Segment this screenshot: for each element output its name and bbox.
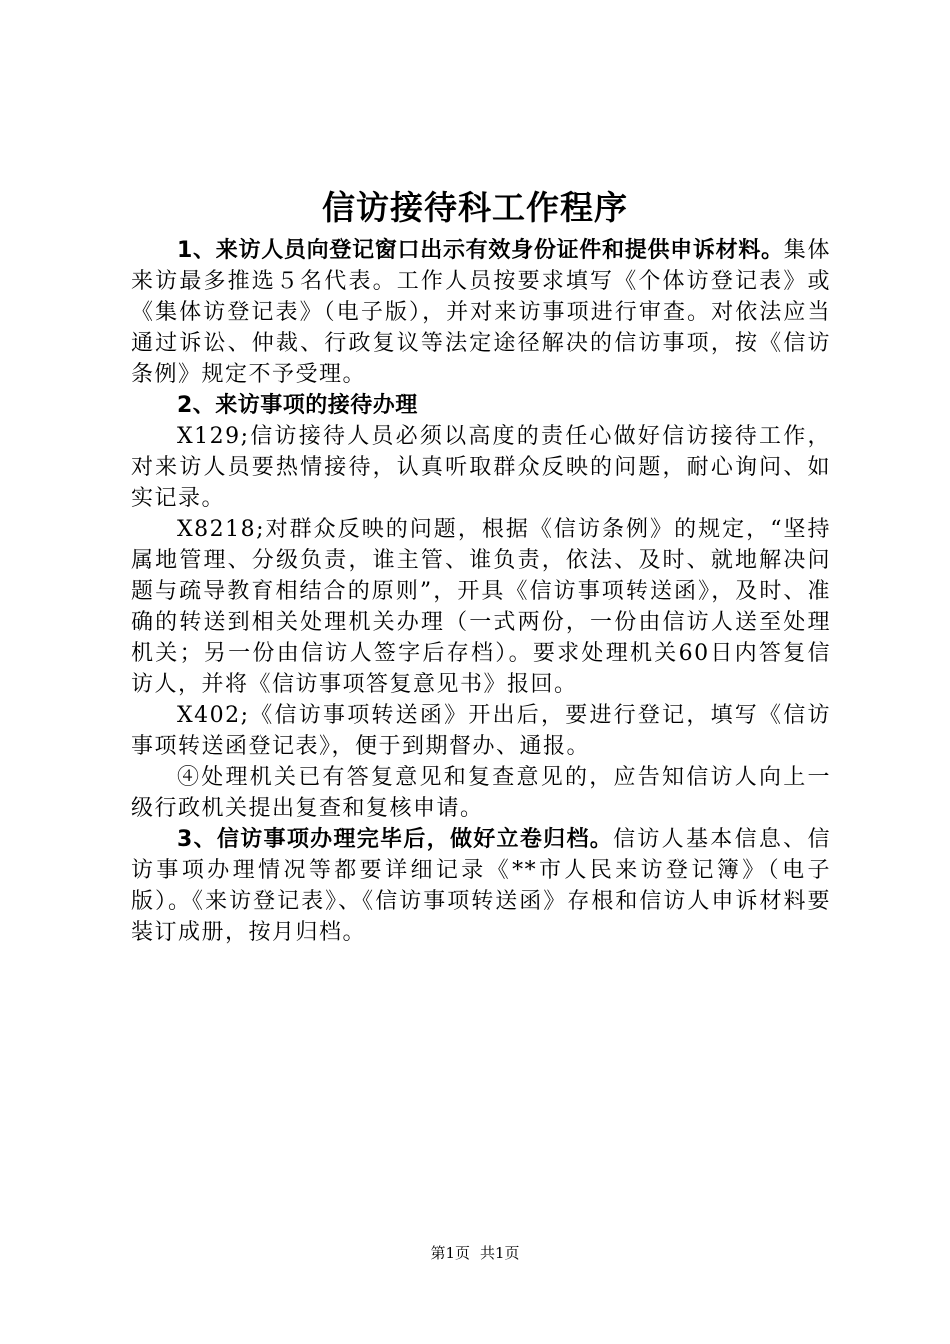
section-1-heading: 1、来访人员向登记窗口出示有效身份证件和提供申诉材料。 [177,238,784,263]
document-title: 信访接待科工作程序 [322,188,628,227]
paragraph-item-4 [131,762,831,824]
paragraph-section-2 [131,390,831,421]
item-3-text: X402;《信访事项转送函》开出后，要进行登记，填写《信访事项转送函登记表》，便于到期督办、通报。 [131,703,831,759]
paragraph-item-2 [131,514,831,700]
item-1-text: X129;信访接待人员必须以高度的责任心做好信访接待工作，对来访人员要热情接待，认真听取群众反映的问题，耐心询问、如实记录。 [131,424,831,511]
page-total: 共1页 [480,1244,520,1262]
paragraph-item-3 [131,700,831,762]
page-footer [0,1243,950,1263]
paragraph-section-1 [131,235,831,390]
paragraph-item-1 [131,421,831,514]
paragraph-section-3 [131,824,831,948]
section-1-text: 集体来访最多推选５名代表。工作人员按要求填写《个体访登记表》或《集体访登记表》（电子版），并对来访事项进行审查。对依法应当通过诉讼、仲裁、行政复议等法定途径解决的信访事项，按《信访条例》规定不予受理。 [131,238,831,387]
page-number: 第1页 [430,1244,470,1262]
section-3-text: 信访人基本信息、信访事项办理情况等都要详细记录《**市人民来访登记簿》（电子版）。《来访登记表》、《信访事项转送函》存根和信访人申诉材料要装订成册，按月归档。 [131,827,831,945]
section-2-heading: 2、来访事项的接待办理 [177,393,418,418]
document-body [131,235,831,948]
item-2-text: X8218;对群众反映的问题，根据《信访条例》的规定，“坚持属地管理、分级负责，谁主管、谁负责，依法、及时、就地解决问题与疏导教育相结合的原则”，开具《信访事项转送函》，及时、准确的转送到相关处理机关办理（一式两份，一份由信访人送至处理机关；另一份由信访人签字后存档）。要求处理机关60日内答复信访人，并将《信访事项答复意见书》报回。 [131,517,831,697]
item-4-text: ④处理机关已有答复意见和复查意见的，应告知信访人向上一级行政机关提出复查和复核申请。 [131,765,831,821]
section-3-heading: 3、信访事项办理完毕后，做好立卷归档。 [177,827,614,852]
